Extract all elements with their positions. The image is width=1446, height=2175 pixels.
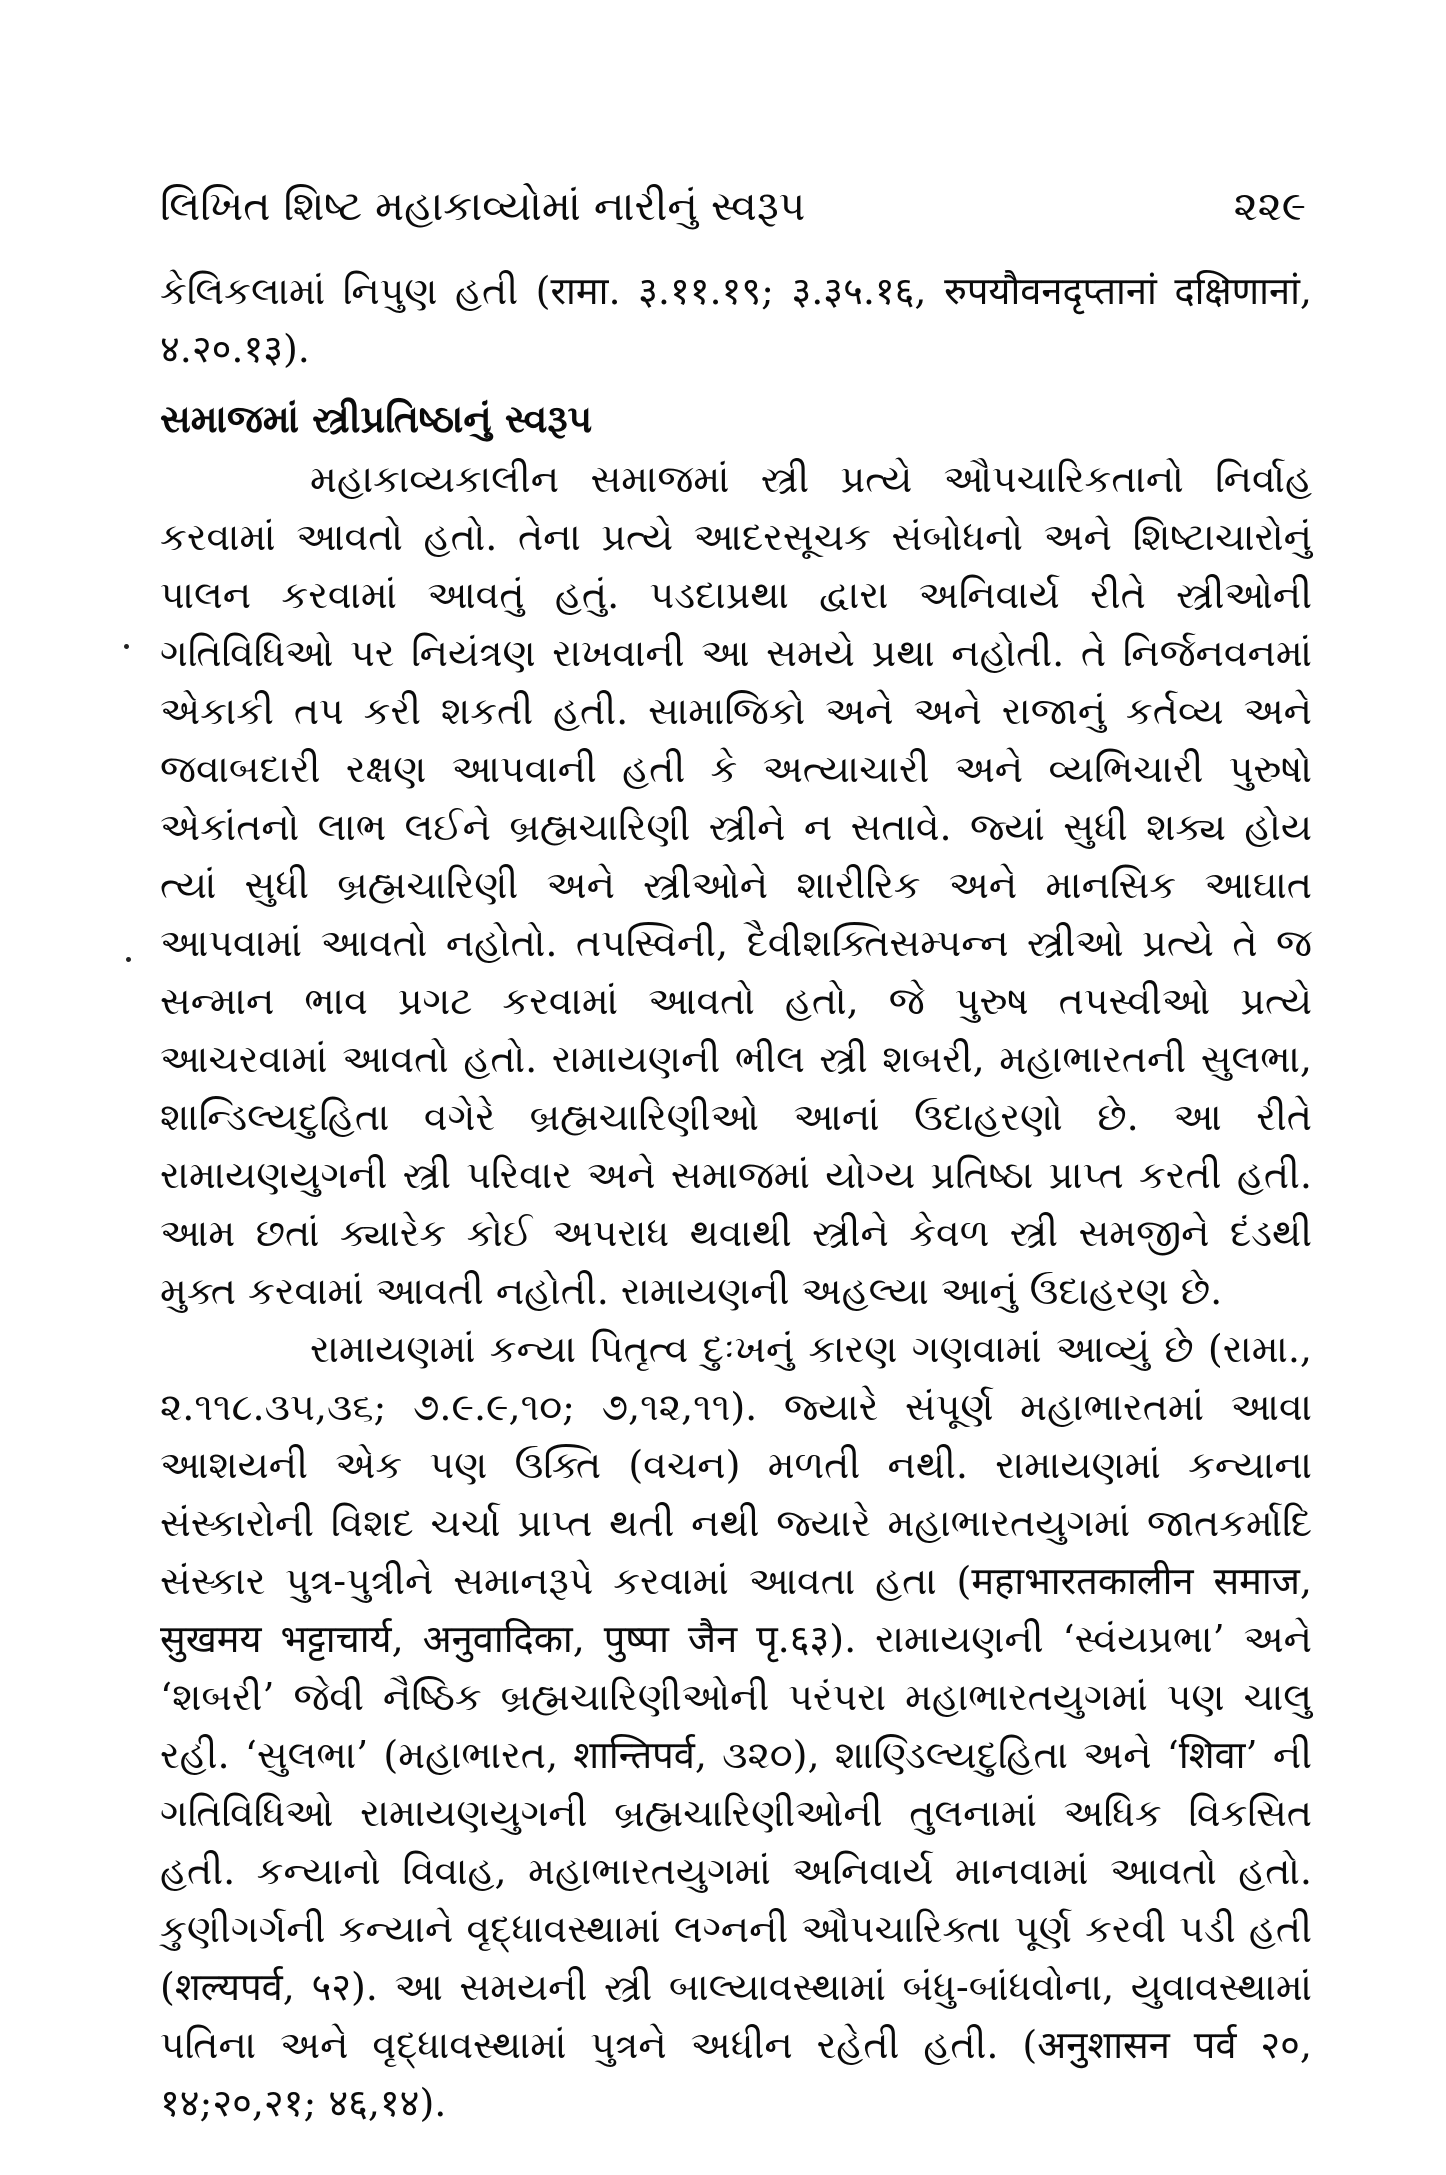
body-paragraph-2: રામાયણમાં કન્યા પિતૃત્વ દુઃખનું કારણ ગણવામાં આવ્યું છે (રામા., ૨.૧૧૮.૩૫,૩૬; ૭.૯.૯,૧૦; ૭,૧૨,૧૧). જ્યારે સંપૂર્ણ મહાભારતમાં આવા આશયની એક પણ ઉક્તિ (વચન) મળતી નથી. રામાયણમાં કન્યાના સંસ્કારોની વિશદ ચર્ચા પ્રાપ્ત થતી નથી જ્યારે મહાભારતયુગમાં જાતકર્માદિ સંસ્કાર પુત્ર-પુત્રીને સમાનરૂપે કરવામાં આવતા હતા (महाभारतकालीन समाज, सुखमय भट्टाचार्य, अनुवादिका, पुष्पा जैन पृ.६३). રામાયણની ‘સ્વંયપ્રભા’ અને ‘શબરી’ જેવી નૈષ્ઠિક બ્રહ્મચારિણીઓની પરંપરા મહાભારતયુગમાં પણ ચાલુ રહી. ‘સુલભા’ (મહાભારત, शान्तिपर्व, ૩૨૦), શાણ્ડિલ્યદુહિતા અને ‘शिवा’ ની ગતિવિધિઓ રામાયણયુગની બ્રહ્મચારિણીઓની તુલનામાં અધિક વિકસિત હતી. કન્યાનો વિવાહ, મહાભારતયુગમાં અનિવાર્ય માનવામાં આવતો હતો. કુણીગર્ગની કન્યાને વૃદ્ધાવસ્થામાં લગ્નની ઔપચારિક્તા પૂર્ણ કરવી પડી હતી (शल्यपर्व, ५२). આ સમયની સ્ત્રી બાલ્યાવસ્થામાં બંધુ-બાંધવોના, યુવાવસ્થામાં પતિના અને વૃદ્ધાવસ્થામાં પુત્રને અધીન રહેતી હતી. (अनुशासन पर्व २०, १४;२०,२१; ४६,१४).	[160, 1327, 1312, 2125]
running-title: લિખિત શિષ્ટ મહાકાવ્યોમાં નારીનું સ્વરૂપ	[160, 182, 806, 230]
intro-paragraph: કેલિકલામાં નિપુણ હતી (रामा. ३.११.१९; ३.३५.१६, रुपयौवनदृप्तानां दक्षिणानां, ४.२०.१३).	[160, 269, 1312, 371]
section-heading: સમાજમાં સ્ત્રીપ્રતિષ્ઠાનું સ્વરૂપ	[160, 396, 593, 441]
running-header	[160, 176, 1306, 236]
body-paragraph-1: મહાકાવ્યકાલીન સમાજમાં સ્ત્રી પ્રત્યે ઔપચારિકતાનો નિર્વાહ કરવામાં આવતો હતો. તેના પ્રત્યે આદરસૂચક સંબોધનો અને શિષ્ટાચારોનું પાલન કરવામાં આવતું હતું. પડદાપ્રથા દ્વારા અનિવાર્ય રીતે સ્ત્રીઓની ગતિવિધિઓ પર નિયંત્રણ રાખવાની આ સમયે પ્રથા નહોતી. તે નિર્જનવનમાં એકાકી તપ કરી શકતી હતી. સામાજિકો અને અને રાજાનું કર્તવ્ય અને જવાબદારી રક્ષણ આપવાની હતી કે અત્યાચારી અને વ્યભિચારી પુરુષો એકાંતનો લાભ લઈને બ્રહ્મચારિણી સ્ત્રીને ન સતાવે. જ્યાં સુધી શક્ય હોય ત્યાં સુધી બ્રહ્મચારિણી અને સ્ત્રીઓને શારીરિક અને માનસિક આઘાત આપવામાં આવતો નહોતો. તપસ્વિની, દૈવીશક્તિસમ્પન્ન સ્ત્રીઓ પ્રત્યે તે જ સન્માન ભાવ પ્રગટ કરવામાં આવતો હતો, જે પુરુષ તપસ્વીઓ પ્રત્યે આચરવામાં આવતો હતો. રામાયણની ભીલ સ્ત્રી શબરી, મહાભારતની સુલભા, શાન્ડિલ્યદુહિતા વગેરે બ્રહ્મચારિણીઓ આનાં ઉદાહરણો છે. આ રીતે રામાયણયુગની સ્ત્રી પરિવાર અને સમાજમાં યોગ્ય પ્રતિષ્ઠા પ્રાપ્ત કરતી હતી. આમ છતાં ક્યારેક કોઈ અપરાધ થવાથી સ્ત્રીને કેવળ સ્ત્રી સમજીને દંડથી મુક્ત કરવામાં આવતી નહોતી. રામાયણની અહલ્યા આનું ઉદાહરણ છે.	[160, 457, 1312, 1313]
margin-speck	[124, 644, 129, 649]
page-body	[160, 262, 1312, 2132]
page-number: ૨૨૯	[1233, 182, 1306, 230]
margin-speck	[126, 957, 131, 962]
